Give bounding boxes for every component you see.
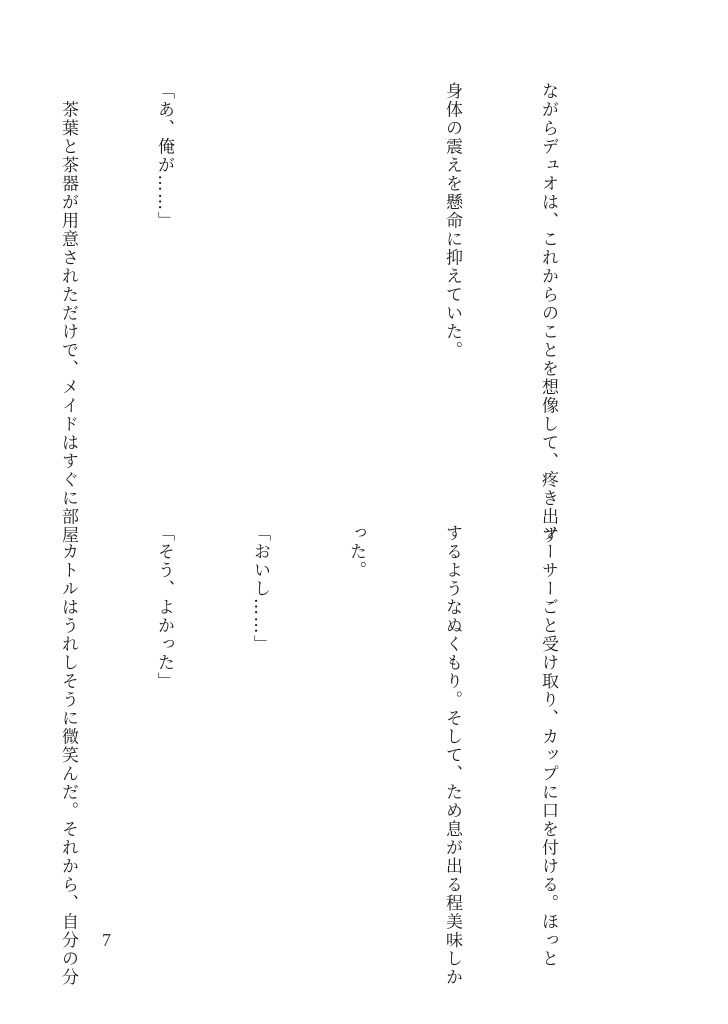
text-line: ながらデュオは、これからのことを想像して、疼き出す [538, 82, 558, 545]
text-line: 「そう、よかった」 [154, 524, 174, 691]
text-line: カトルはうれしそうに微笑んだ。それから、自分の分 [58, 524, 78, 987]
text-line: ソーサーごと受け取り、カップに口を付ける。ほっと [538, 524, 558, 968]
text-line: 身体の震えを懸命に抑えていた。 [442, 82, 462, 360]
page-number: 7 [102, 930, 111, 950]
text-line: 茶葉と茶器が用意されただけで、メイドはすぐに部屋 [58, 82, 78, 545]
upper-text-block [58, 82, 628, 545]
text-line: するようなぬくもり。そして、ため息が出る程美味しか [442, 524, 462, 987]
text-line: った。 [346, 524, 366, 580]
text-line: 「あ、俺が……」 [154, 82, 174, 230]
text-line: 「おいし……」 [250, 524, 270, 654]
text-line [244, 82, 276, 512]
lower-text-block [58, 524, 628, 987]
text-line [340, 82, 372, 512]
